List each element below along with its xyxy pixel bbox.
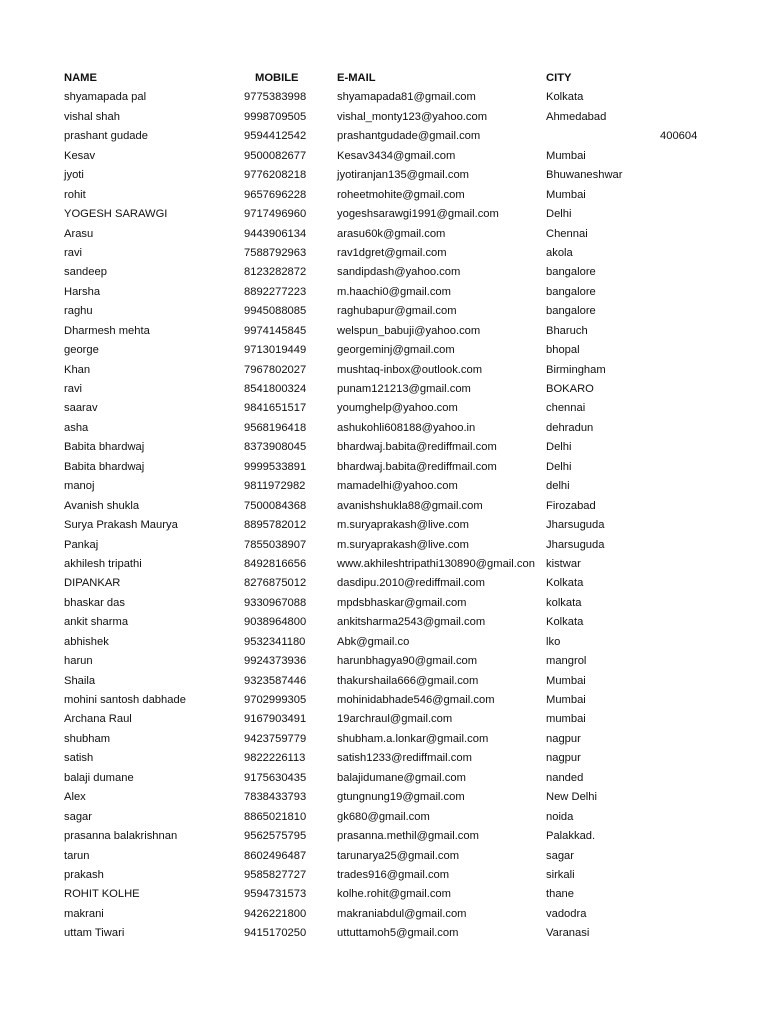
cell-city: bangalore — [546, 285, 596, 298]
cell-city: Kolkata — [546, 91, 584, 104]
cell-mobile: 9702999305 — [244, 694, 307, 706]
cell-mobile: 9585827727 — [244, 868, 307, 881]
cell-city: akola — [546, 246, 573, 259]
cell-email: ashukohli608188@yahoo.in — [337, 421, 476, 434]
cell-city: Delhi — [546, 208, 572, 221]
table-row — [0, 769, 768, 788]
table-row — [0, 652, 768, 671]
cell-city: bangalore — [546, 305, 596, 318]
cell-email: gtungnung19@gmail.com — [337, 791, 465, 804]
cell-mobile: 9657696228 — [244, 188, 307, 201]
cell-mobile: 9175630435 — [244, 771, 307, 784]
cell-email: mushtaq-inbox@outlook.com — [337, 363, 483, 376]
table-row — [0, 633, 768, 652]
cell-email: sandipdash@yahoo.com — [337, 266, 461, 279]
header-email: E-MAIL — [337, 72, 376, 84]
cell-email: mamadelhi@yahoo.com — [337, 480, 458, 493]
cell-city: bangalore — [546, 266, 596, 279]
cell-mobile: 9038964800 — [244, 616, 307, 629]
cell-name: Dharmesh mehta — [64, 324, 150, 337]
cell-email: m.suryaprakash@live.com — [337, 519, 469, 532]
cell-email: mpdsbhaskar@gmail.com — [337, 596, 467, 609]
table-row — [0, 322, 768, 341]
cell-name: abhishek — [64, 635, 109, 648]
cell-name: saarav — [64, 402, 98, 415]
cell-city: Mumbai — [546, 149, 586, 162]
table-row — [0, 555, 768, 574]
cell-email: vishal_monty123@yahoo.com — [337, 110, 488, 123]
cell-city: Ahmedabad — [546, 110, 607, 123]
cell-city: chennai — [546, 402, 586, 415]
header-mobile: MOBILE — [255, 72, 299, 84]
table-row — [0, 672, 768, 691]
cell-city: lko — [546, 635, 561, 648]
cell-city: nagpur — [546, 752, 581, 765]
cell-city: Mumbai — [546, 188, 586, 201]
header-name: NAME — [64, 72, 97, 84]
cell-email: Abk@gmail.co — [337, 635, 410, 648]
cell-email: www.akhileshtripathi130890@gmail.con — [337, 557, 535, 570]
cell-name: YOGESH SARAWGI — [64, 208, 168, 221]
cell-email: jyotiranjan135@gmail.com — [337, 169, 469, 182]
cell-city: bhopal — [546, 344, 580, 357]
cell-email: arasu60k@gmail.com — [337, 227, 446, 240]
cell-name: prakash — [64, 868, 104, 881]
cell-email: m.haachi0@gmail.com — [337, 285, 451, 298]
cell-name: shubham — [64, 732, 111, 745]
cell-city: mumbai — [546, 713, 586, 726]
cell-mobile: 8895782012 — [244, 519, 307, 532]
cell-city: Firozabad — [546, 499, 596, 512]
cell-name: ravi — [64, 383, 83, 395]
cell-city: dehradun — [546, 421, 594, 434]
cell-email: Kesav3434@gmail.com — [337, 149, 456, 162]
cell-name: prashant gudade — [64, 130, 148, 143]
cell-email: kolhe.rohit@gmail.com — [337, 888, 451, 901]
table-row — [0, 205, 768, 224]
cell-city: Varanasi — [546, 927, 590, 940]
cell-mobile: 9323587446 — [244, 674, 307, 687]
cell-name: makrani — [64, 907, 104, 920]
table-row — [0, 808, 768, 827]
table-row — [0, 380, 768, 399]
cell-name: bhaskar das — [64, 596, 125, 609]
cell-name: manoj — [64, 480, 95, 493]
cell-mobile: 8602496487 — [244, 849, 307, 862]
cell-mobile: 9776208218 — [244, 169, 307, 182]
cell-city: Delhi — [546, 460, 572, 473]
cell-name: balaji dumane — [64, 771, 134, 784]
cell-mobile: 8492816656 — [244, 557, 307, 570]
cell-name: satish — [64, 752, 94, 765]
cell-name: Babita bhardwaj — [64, 460, 145, 473]
cell-mobile: 9775383998 — [244, 91, 307, 104]
table-row — [0, 905, 768, 924]
contact-sheet — [0, 69, 768, 944]
cell-name: Shaila — [64, 674, 96, 687]
cell-mobile: 7855038907 — [244, 538, 307, 551]
cell-email: bhardwaj.babita@rediffmail.com — [337, 441, 497, 454]
cell-name: Alex — [64, 791, 86, 804]
cell-mobile: 9717496960 — [244, 208, 307, 221]
cell-name: asha — [64, 421, 89, 434]
table-row — [0, 225, 768, 244]
table-row — [0, 341, 768, 360]
cell-mobile: 9443906134 — [244, 227, 307, 240]
cell-mobile: 9500082677 — [244, 149, 307, 162]
cell-name: vishal shah — [64, 110, 120, 123]
cell-name: jyoti — [64, 169, 84, 182]
cell-name: shyamapada pal — [64, 91, 147, 104]
cell-name: Surya Prakash Maurya — [64, 519, 178, 532]
cell-email: balajidumane@gmail.com — [337, 771, 466, 784]
cell-email: georgeminj@gmail.com — [337, 344, 455, 357]
cell-email: mohinidabhade546@gmail.com — [337, 694, 495, 706]
table-row — [0, 419, 768, 438]
cell-name: rohit — [64, 188, 86, 201]
cell-mobile: 8892277223 — [244, 285, 307, 298]
header-city: CITY — [546, 72, 572, 84]
cell-name: akhilesh tripathi — [64, 557, 142, 570]
cell-email: uttuttamoh5@gmail.com — [337, 927, 459, 940]
cell-name: Kesav — [64, 149, 96, 162]
cell-name: ROHIT KOLHE — [64, 888, 140, 901]
cell-name: Harsha — [64, 285, 101, 298]
cell-mobile: 9330967088 — [244, 596, 307, 609]
table-row — [0, 730, 768, 749]
cell-email: m.suryaprakash@live.com — [337, 538, 469, 551]
table-row — [0, 186, 768, 205]
cell-mobile: 9415170250 — [244, 927, 307, 940]
cell-name: tarun — [64, 849, 90, 862]
cell-city: Bhuwaneshwar — [546, 169, 623, 182]
cell-city: vadodra — [546, 907, 587, 920]
header-row — [0, 69, 768, 88]
cell-mobile: 9713019449 — [244, 344, 307, 357]
table-row — [0, 399, 768, 418]
cell-mobile: 9423759779 — [244, 732, 307, 745]
cell-name: Avanish shukla — [64, 499, 140, 512]
cell-email: prasanna.methil@gmail.com — [337, 830, 479, 843]
cell-mobile: 9924373936 — [244, 655, 307, 668]
cell-name: prasanna balakrishnan — [64, 830, 178, 843]
cell-mobile: 7967802027 — [244, 363, 307, 376]
cell-city: mangrol — [546, 655, 587, 668]
cell-email: makraniabdul@gmail.com — [337, 907, 467, 920]
cell-mobile: 9945088085 — [244, 305, 307, 318]
cell-email: prashantgudade@gmail.com — [337, 130, 481, 143]
cell-mobile: 7838433793 — [244, 791, 307, 804]
table-row — [0, 847, 768, 866]
cell-city: Kolkata — [546, 616, 584, 629]
cell-email: trades916@gmail.com — [337, 868, 450, 881]
cell-city: Birmingham — [546, 363, 606, 376]
cell-name: sagar — [64, 810, 92, 823]
cell-email: raghubapur@gmail.com — [337, 305, 457, 318]
cell-mobile: 8276875012 — [244, 577, 307, 590]
cell-city: delhi — [546, 480, 570, 493]
cell-name: Khan — [64, 363, 91, 376]
cell-name: DIPANKAR — [64, 577, 121, 590]
table-row — [0, 88, 768, 107]
table-body — [0, 88, 768, 943]
cell-mobile: 9426221800 — [244, 907, 307, 920]
table-row — [0, 594, 768, 613]
cell-city: sirkali — [546, 868, 575, 881]
table-row — [0, 749, 768, 768]
cell-name: george — [64, 344, 99, 357]
cell-city: thane — [546, 888, 574, 901]
cell-name: ankit sharma — [64, 616, 129, 629]
cell-city: Jharsuguda — [546, 538, 605, 551]
cell-name: Pankaj — [64, 538, 99, 551]
cell-mobile: 8373908045 — [244, 441, 307, 454]
cell-email: harunbhagya90@gmail.com — [337, 655, 478, 668]
cell-city: New Delhi — [546, 791, 597, 804]
table-row — [0, 827, 768, 846]
cell-city: Delhi — [546, 441, 572, 454]
cell-mobile: 9594731573 — [244, 888, 307, 901]
table-row — [0, 516, 768, 535]
cell-mobile: 9594412542 — [244, 130, 307, 143]
cell-name: mohini santosh dabhade — [64, 694, 186, 706]
table-row — [0, 263, 768, 282]
cell-city: kolkata — [546, 596, 582, 609]
table-row — [0, 866, 768, 885]
table-row — [0, 497, 768, 516]
cell-city: BOKARO — [546, 383, 594, 395]
cell-email: rav1dgret@gmail.com — [337, 246, 447, 259]
cell-city: Mumbai — [546, 674, 586, 687]
cell-mobile: 9811972982 — [244, 480, 306, 493]
cell-mobile: 8541800324 — [244, 383, 307, 395]
table-row — [0, 108, 768, 127]
cell-city: Palakkad. — [546, 830, 596, 843]
cell-city: Jharsuguda — [546, 519, 605, 532]
cell-city: kistwar — [546, 557, 581, 570]
cell-email: yogeshsarawgi1991@gmail.com — [337, 208, 499, 221]
table-row — [0, 574, 768, 593]
table-row — [0, 691, 768, 710]
cell-mobile: 8865021810 — [244, 810, 307, 823]
cell-mobile: 9974145845 — [244, 324, 307, 337]
cell-name: Arasu — [64, 227, 94, 240]
cell-mobile: 8123282872 — [244, 266, 307, 279]
cell-extra: 400604 — [660, 130, 698, 143]
cell-email: youmghelp@yahoo.com — [337, 402, 458, 415]
table-row — [0, 147, 768, 166]
cell-email: 19archraul@gmail.com — [337, 713, 453, 726]
cell-mobile: 9822226113 — [244, 752, 306, 765]
cell-name: sandeep — [64, 266, 107, 279]
cell-email: dasdipu.2010@rediffmail.com — [337, 577, 485, 590]
cell-city: Chennai — [546, 227, 588, 240]
table-row — [0, 458, 768, 477]
cell-mobile: 9999533891 — [244, 460, 307, 473]
table-row — [0, 613, 768, 632]
table-row — [0, 788, 768, 807]
cell-name: Archana Raul — [64, 713, 132, 726]
cell-city: Mumbai — [546, 694, 586, 706]
cell-city: Bharuch — [546, 324, 588, 337]
cell-email: satish1233@rediffmail.com — [337, 752, 472, 765]
cell-name: Babita bhardwaj — [64, 441, 145, 454]
table-row — [0, 477, 768, 496]
cell-email: avanishshukla88@gmail.com — [337, 499, 483, 512]
table-row — [0, 438, 768, 457]
table-row — [0, 536, 768, 555]
table-row — [0, 283, 768, 302]
cell-mobile: 9841651517 — [244, 402, 307, 415]
cell-email: gk680@gmail.com — [337, 810, 430, 823]
cell-city: noida — [546, 810, 574, 823]
table-row — [0, 302, 768, 321]
cell-mobile: 7500084368 — [244, 499, 307, 512]
cell-city: nagpur — [546, 732, 581, 745]
cell-mobile: 9167903491 — [244, 713, 307, 726]
table-row — [0, 361, 768, 380]
table-row — [0, 127, 768, 146]
cell-name: uttam Tiwari — [64, 927, 125, 940]
cell-email: welspun_babuji@yahoo.com — [337, 324, 481, 337]
cell-email: tarunarya25@gmail.com — [337, 849, 460, 862]
cell-mobile: 9562575795 — [244, 830, 307, 843]
cell-email: punam121213@gmail.com — [337, 383, 471, 395]
cell-mobile: 9998709505 — [244, 110, 307, 123]
cell-email: thakurshaila666@gmail.com — [337, 674, 479, 687]
cell-email: bhardwaj.babita@rediffmail.com — [337, 460, 497, 473]
cell-mobile: 9568196418 — [244, 421, 307, 434]
cell-email: roheetmohite@gmail.com — [337, 188, 465, 201]
cell-mobile: 7588792963 — [244, 246, 307, 259]
cell-name: raghu — [64, 305, 93, 318]
cell-name: ravi — [64, 246, 83, 259]
table-row — [0, 244, 768, 263]
table-row — [0, 710, 768, 729]
cell-city: sagar — [546, 849, 574, 862]
cell-email: shubham.a.lonkar@gmail.com — [337, 732, 489, 745]
table-row — [0, 924, 768, 943]
cell-email: shyamapada81@gmail.com — [337, 91, 476, 104]
cell-mobile: 9532341180 — [244, 635, 306, 648]
table-row — [0, 166, 768, 185]
cell-name: harun — [64, 655, 93, 668]
cell-city: Kolkata — [546, 577, 584, 590]
cell-city: nanded — [546, 771, 584, 784]
table-row — [0, 885, 768, 904]
cell-email: ankitsharma2543@gmail.com — [337, 616, 486, 629]
